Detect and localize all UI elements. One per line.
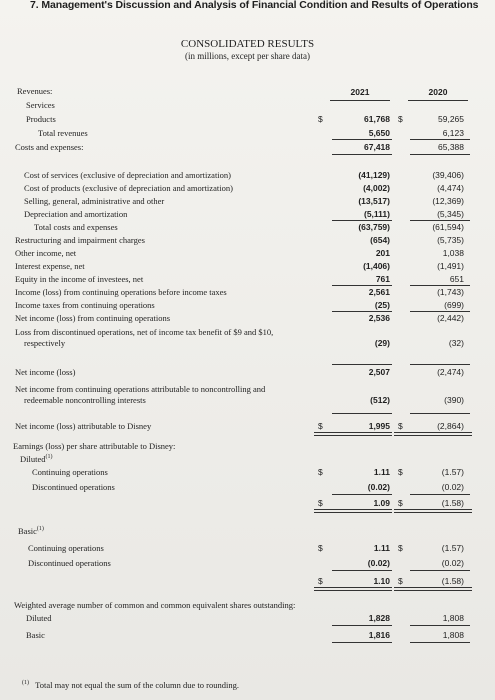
value-2021: 61,768 xyxy=(364,114,390,124)
value-2021: (5,111) xyxy=(364,209,390,219)
table-row xyxy=(0,196,495,208)
subtotal-rule xyxy=(332,625,392,626)
subtotal-rule xyxy=(410,139,470,140)
table-row xyxy=(0,543,495,555)
row-label: Net income (loss) xyxy=(15,367,76,377)
table-row xyxy=(0,114,495,126)
value-2020: 651 xyxy=(449,274,464,284)
table-row xyxy=(0,183,495,195)
value-2021: 2,536 xyxy=(368,313,390,323)
value-2020: (2,442) xyxy=(437,313,464,323)
value-2021: 1,828 xyxy=(368,613,390,623)
statement-title: CONSOLIDATED RESULTS xyxy=(180,38,315,50)
value-2020: (5,735) xyxy=(437,235,464,245)
row-label: Income taxes from continuing operations xyxy=(15,300,155,310)
dollar-sign: $ xyxy=(318,543,323,553)
table-row xyxy=(0,524,495,536)
row-label: Products xyxy=(26,114,56,124)
value-2021: 1.11 xyxy=(373,543,390,553)
dollar-sign: $ xyxy=(398,467,403,477)
table-row xyxy=(0,600,495,612)
subtotal-rule xyxy=(410,364,470,365)
row-label: Continuing operations xyxy=(28,543,104,553)
row-label: Selling, general, administrative and other xyxy=(24,196,165,206)
value-2020: (32) xyxy=(448,338,464,348)
table-row xyxy=(0,467,495,479)
eps-heading: Earnings (loss) per share attributable to Disney: xyxy=(13,441,176,451)
subtotal-rule xyxy=(410,220,470,221)
subtotal-rule xyxy=(410,494,470,495)
table-row xyxy=(0,338,495,350)
dollar-sign: $ xyxy=(318,467,323,477)
table-row xyxy=(0,248,495,260)
value-2021: 1.09 xyxy=(373,498,390,508)
subtotal-rule xyxy=(410,285,470,286)
table-row xyxy=(0,170,495,182)
value-2020: (1.57) xyxy=(441,467,464,477)
value-2020: (1.58) xyxy=(441,576,464,586)
dollar-sign: $ xyxy=(318,576,323,586)
row-label: Basic xyxy=(26,630,45,640)
row-label: Loss from discontinued operations, net of income tax benefit of $9 and $10, xyxy=(15,327,274,337)
subtotal-rule xyxy=(410,642,470,643)
value-2020: (1.57) xyxy=(441,543,464,553)
diluted-label: Diluted$^{(1)}$ xyxy=(20,453,53,464)
row-label: Total revenues xyxy=(38,128,88,138)
footnote xyxy=(22,680,239,690)
value-2020: 1,808 xyxy=(442,613,464,623)
value-2020: (2,474) xyxy=(437,367,464,377)
row-label: Discontinued operations xyxy=(32,482,115,492)
value-2021: 1,995 xyxy=(368,421,390,431)
table-row xyxy=(0,313,495,325)
value-2021: 1.10 xyxy=(373,576,390,586)
dollar-sign: $ xyxy=(318,498,323,508)
value-2021: (1,406) xyxy=(363,261,390,271)
row-label: Net income (loss) attributable to Disney xyxy=(15,421,152,431)
value-2020: (4,474) xyxy=(437,183,464,193)
total-double-rule xyxy=(314,432,392,436)
value-2020: 1,808 xyxy=(442,630,464,640)
row-label: Depreciation and amortization xyxy=(24,209,128,219)
value-2020: (39,406) xyxy=(432,170,464,180)
subtotal-rule xyxy=(332,570,392,571)
row-label: Cost of products (exclusive of depreciation and amortization) xyxy=(24,183,233,193)
table-row xyxy=(0,482,495,494)
value-2021: (25) xyxy=(374,300,390,310)
row-label: respectively xyxy=(24,338,66,348)
statement-subtitle: (in millions, except per share data) xyxy=(185,51,310,61)
value-2021: (29) xyxy=(374,338,390,348)
value-2021: 5,650 xyxy=(368,128,390,138)
value-2021: 2,561 xyxy=(368,287,390,297)
dollar-sign: $ xyxy=(398,114,403,124)
total-double-rule xyxy=(314,509,392,513)
value-2021: (512) xyxy=(370,395,390,405)
value-2020: 65,388 xyxy=(438,142,464,152)
shares-heading: Weighted average number of common and common equivalent shares outstanding: xyxy=(14,600,296,610)
statement-title-block xyxy=(0,38,495,62)
subtotal-rule xyxy=(332,154,392,155)
value-2021: (4,002) xyxy=(363,183,390,193)
value-2020: (2,864) xyxy=(437,421,464,431)
table-row xyxy=(0,558,495,570)
value-2020: 59,265 xyxy=(438,114,464,124)
value-2020: (0.02) xyxy=(441,482,464,492)
total-double-rule xyxy=(394,509,472,513)
row-label: Services xyxy=(26,100,55,110)
row-label: Net income (loss) from continuing operations xyxy=(15,313,171,323)
value-2020: (5,345) xyxy=(437,209,464,219)
row-label: Discontinued operations xyxy=(28,558,111,568)
value-2020: 6,123 xyxy=(442,128,464,138)
value-2021: (0.02) xyxy=(367,482,390,492)
table-row xyxy=(0,86,495,98)
value-2020: (699) xyxy=(444,300,464,310)
row-label: Diluted xyxy=(26,613,52,623)
row-label: Restructuring and impairment charges xyxy=(15,235,145,245)
row-label: redeemable noncontrolling interests xyxy=(24,395,146,405)
section-heading: 7. Management's Discussion and Analysis of Financial Condition and Results of Operations xyxy=(30,0,479,11)
value-2020: (61,594) xyxy=(432,222,464,232)
value-2021: (41,129) xyxy=(358,170,390,180)
value-2020: (0.02) xyxy=(441,558,464,568)
table-row xyxy=(0,613,495,625)
footnote-marker: (1) xyxy=(22,680,29,687)
subtotal-rule xyxy=(410,311,470,312)
dollar-sign: $ xyxy=(318,421,323,431)
value-2020: (12,369) xyxy=(432,196,464,206)
year-header-2021: 2021 xyxy=(350,87,370,97)
footnote-text: Total may not equal the sum of the column due to rounding. xyxy=(35,680,239,690)
value-2021: 761 xyxy=(375,274,390,284)
row-label: Revenues: xyxy=(17,86,53,96)
subtotal-rule xyxy=(332,285,392,286)
table-row xyxy=(0,142,495,154)
dollar-sign: $ xyxy=(398,576,403,586)
row-label: Equity in the income of investees, net xyxy=(15,274,144,284)
table-row xyxy=(0,630,495,642)
value-2020: (1,743) xyxy=(437,287,464,297)
value-2021: 201 xyxy=(375,248,390,258)
table-row xyxy=(0,395,495,407)
total-double-rule xyxy=(394,432,472,436)
value-2021: 67,418 xyxy=(364,142,390,152)
year-header-2020: 2020 xyxy=(428,87,448,97)
dollar-sign: $ xyxy=(398,543,403,553)
subtotal-rule xyxy=(410,570,470,571)
row-label: Continuing operations xyxy=(32,467,108,477)
dollar-sign: $ xyxy=(398,498,403,508)
value-2020: (1.58) xyxy=(441,498,464,508)
table-row xyxy=(0,287,495,299)
table-row xyxy=(0,261,495,273)
subtotal-rule xyxy=(332,413,392,414)
total-double-rule xyxy=(394,587,472,591)
row-label: Income (loss) from continuing operations before income taxes xyxy=(15,287,227,297)
value-2020: (1,491) xyxy=(437,261,464,271)
row-label: Total costs and expenses xyxy=(34,222,118,232)
basic-label: Basic$^{(1)}$ xyxy=(18,525,44,536)
row-label: Other income, net xyxy=(15,248,77,258)
subtotal-rule xyxy=(332,311,392,312)
subtotal-rule xyxy=(332,220,392,221)
subtotal-rule xyxy=(410,413,470,414)
dollar-sign: $ xyxy=(398,421,403,431)
table-row xyxy=(0,367,495,379)
table-row xyxy=(0,100,495,112)
subtotal-rule xyxy=(332,139,392,140)
dollar-sign: $ xyxy=(318,114,323,124)
table-row xyxy=(0,452,495,464)
subtotal-rule xyxy=(410,625,470,626)
total-double-rule xyxy=(314,587,392,591)
value-2021: (13,517) xyxy=(358,196,390,206)
value-2021: 1.11 xyxy=(373,467,390,477)
subtotal-rule xyxy=(332,494,392,495)
value-2020: (390) xyxy=(444,395,464,405)
subtotal-rule xyxy=(332,364,392,365)
table-row xyxy=(0,235,495,247)
value-2021: 2,507 xyxy=(368,367,390,377)
value-2021: (63,759) xyxy=(358,222,390,232)
value-2020: 1,038 xyxy=(442,248,464,258)
subtotal-rule xyxy=(410,154,470,155)
row-label: Costs and expenses: xyxy=(15,142,84,152)
row-label: Net income from continuing operations attributable to noncontrolling and xyxy=(15,384,266,394)
value-2021: (0.02) xyxy=(367,558,390,568)
table-row xyxy=(0,222,495,234)
row-label: Cost of services (exclusive of depreciation and amortization) xyxy=(24,170,231,180)
row-label: Interest expense, net xyxy=(15,261,85,271)
value-2021: 1,816 xyxy=(368,630,390,640)
subtotal-rule xyxy=(332,642,392,643)
value-2021: (654) xyxy=(370,235,390,245)
